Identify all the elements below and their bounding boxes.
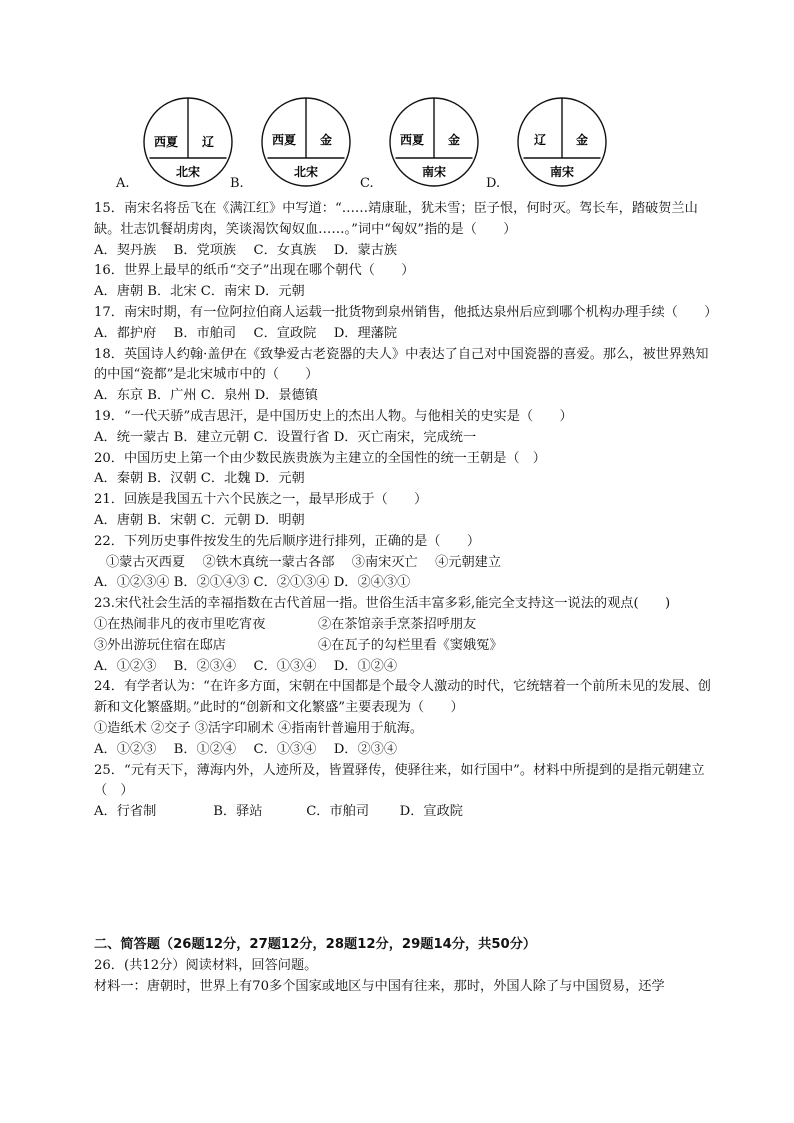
diagram-d-bottom: 南宋 (549, 165, 575, 179)
q25-options: A．行省制 B．驿站 C．市舶司 D．宣政院 (94, 804, 463, 820)
diagram-b-left: 西夏 (271, 133, 297, 147)
diagram-a (138, 96, 238, 196)
diagram-a-left: 西夏 (153, 135, 179, 149)
q26-intro: 26．(共12分）阅读材料，回答问题。 (94, 957, 318, 973)
section-gap (94, 823, 714, 935)
section2-title: 二、简答题（26题12分，27题12分，28题12分，29题14分，共50分） (94, 936, 537, 952)
q21-options: A．唐朝 B．宋朝 C．元朝 D．明朝 (94, 512, 305, 528)
q18-stem: 18．英国诗人约翰·盖伊在《致挚爱古老瓷器的夫人》中表达了自己对中国瓷器的喜爱。那么，被世界熟知的中国“瓷都”是北宋城市中的（ ） (94, 346, 709, 383)
option-label-d: D. (486, 176, 501, 191)
q19-options: A．统一蒙古 B．建立元朝 C．设置行省 D．灭亡南宋，完成统一 (94, 429, 477, 445)
question-list (94, 199, 718, 997)
option-label-a: A. (116, 176, 130, 191)
q26-material1: 材料一：唐朝时，世界上有70多个国家或地区与中国有往来，那时，外国人除了与中国贸易，还学 (94, 978, 665, 994)
diagram-c (384, 96, 484, 196)
diagram-c-right: 金 (447, 133, 461, 147)
q19-stem: 19．“一代天骄”成吉思汗，是中国历史上的杰出人物。与他相关的史实是（ ） (94, 408, 573, 424)
diagram-d-right: 金 (575, 133, 589, 147)
diagram-c-bottom: 南宋 (421, 165, 447, 179)
pie-diagram-c (384, 96, 484, 196)
q22-stem: 22．下列历史事件按发生的先后顺序进行排列，正确的是（ ） (94, 533, 481, 549)
q15-stem: 15．南宋名将岳飞在《满江红》中写道：“……靖康耻，犹未雪；臣子恨，何时灭。驾长车，踏破贺兰山缺。壮志饥餐胡虏肉，笑谈渴饮匈奴血……。”词中“匈奴”指的是（ ） (94, 201, 698, 237)
q23-items-row1 (94, 615, 714, 636)
pie-diagram-d (512, 96, 612, 196)
option-diagrams (110, 96, 630, 196)
option-label-c: C. (360, 176, 374, 191)
q17-options: A．都护府 B．市舶司 C．宣政院 D．理藩院 (94, 325, 398, 341)
diagram-b (256, 96, 356, 196)
q23-item2: ②在茶馆亲手烹茶招呼朋友 (318, 616, 477, 632)
diagram-a-bottom: 北宋 (175, 165, 201, 179)
q23-item4: ④在瓦子的勾栏里看《窦娥冤》 (318, 637, 503, 653)
q21-stem: 21．回族是我国五十六个民族之一，最早形成于（ ） (94, 492, 428, 508)
q24-stem: 24．有学者认为：“在许多方面，宋朝在中国都是个最令人激动的时代，它统辖着一个前所未见的发展、创新和文化繁盛期。”此时的“创新和文化繁盛”主要表现为（ ） (94, 679, 711, 716)
q17-stem: 17．南宋时期，有一位阿拉伯商人运载一批货物到泉州销售，他抵达泉州后应到哪个机构办理手续（ ） (94, 304, 718, 320)
diagram-d (512, 96, 612, 196)
diagram-c-left: 西夏 (399, 133, 425, 147)
pie-diagram-b (256, 96, 356, 196)
q23-item3: ③外出游玩住宿在邸店 (94, 637, 226, 653)
pie-diagram-a (138, 96, 238, 196)
q18-options: A．东京 B．广州 C．泉州 D．景德镇 (94, 388, 318, 404)
q22-options: A．①②③④ B．②①④③ C．②①③④ D．②④③① (94, 575, 411, 591)
diagram-b-right: 金 (319, 133, 333, 147)
q23-item1: ①在热闹非凡的夜市里吃宵夜 (94, 616, 266, 632)
q20-stem: 20．中国历史上第一个由少数民族贵族为主建立的全国性的统一王朝是（ ） (94, 450, 546, 466)
q23-stem: 23.宋代社会生活的幸福指数在古代首屈一指。世俗生活丰富多彩,能完全支持这一说法的观点( ) (94, 596, 671, 612)
q25-stem: 25．“元有天下，薄海内外，人迹所及，皆置驿传，使驿往来，如行国中”。材料中所提到的是指元朝建立（ ） (94, 762, 705, 799)
q16-stem: 16．世界上最早的纸币“交子”出现在哪个朝代（ ） (94, 263, 415, 279)
diagram-a-right: 辽 (201, 135, 215, 149)
q22-items: ①蒙古灭西夏 ②铁木真统一蒙古各部 ③南宋灭亡 ④元朝建立 (106, 554, 502, 570)
diagram-b-bottom: 北宋 (293, 165, 319, 179)
q23-items-row2 (94, 636, 714, 657)
diagram-d-left: 辽 (533, 133, 547, 147)
q24-items: ①造纸术 ②交子 ③活字印刷术 ④指南针普遍用于航海。 (94, 720, 424, 736)
q24-options: A．①②③ B．①②④ C．①③④ D．②③④ (94, 741, 398, 757)
q23-options: A．①②③ B．②③④ C．①③④ D．①②④ (94, 658, 398, 674)
q15-options: A．契丹族 B．党项族 C．女真族 D．蒙古族 (94, 242, 398, 258)
q16-options: A．唐朝 B．北宋 C．南宋 D．元朝 (94, 284, 305, 300)
q20-options: A．秦朝 B．汉朝 C．北魏 D．元朝 (94, 471, 305, 487)
option-label-b: B. (230, 176, 244, 191)
